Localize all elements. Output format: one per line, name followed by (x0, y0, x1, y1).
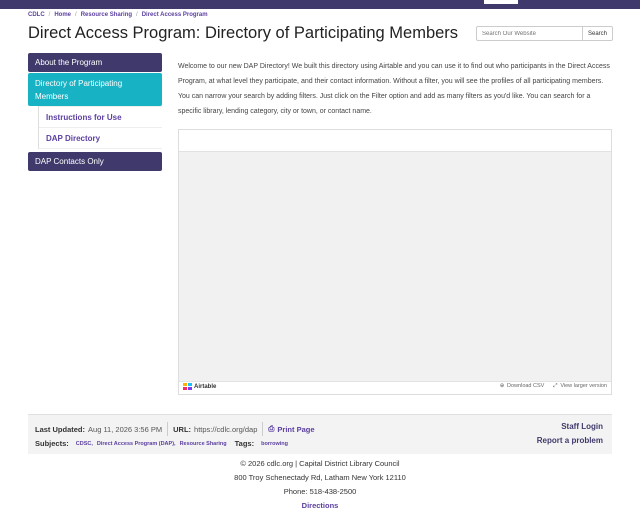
printer-icon: ⎙ (268, 424, 275, 433)
sidebar-item-contacts[interactable]: DAP Contacts Only (28, 152, 162, 171)
airtable-logo-text: Airtable (194, 383, 217, 390)
staff-login-link[interactable]: Staff Login (561, 422, 603, 431)
subjects-label: Subjects: (35, 439, 69, 448)
tag-link[interactable]: borrowing (261, 440, 288, 447)
airtable-footer (179, 380, 611, 394)
navbar-tab[interactable] (484, 0, 518, 4)
page-info-row (35, 422, 315, 436)
print-page-label: Print Page (277, 424, 315, 434)
subject-link[interactable]: CDSC, (75, 440, 93, 447)
url-label: URL: (173, 424, 192, 434)
sidebar-subitem-dap-directory[interactable]: DAP Directory (39, 127, 162, 148)
airtable-header (179, 130, 611, 152)
download-csv-label: Download CSV (507, 383, 545, 389)
breadcrumb-home[interactable]: Home (54, 12, 72, 18)
download-csv-link[interactable] (499, 383, 544, 389)
expand-icon: ⤢ (553, 383, 558, 389)
site-footer (0, 457, 640, 512)
last-updated-value: Aug 11, 2026 3:56 PM (88, 424, 163, 434)
airtable-logo-icon (183, 383, 192, 390)
airtable-logo[interactable] (183, 383, 216, 390)
side-navigation (28, 53, 162, 171)
footer-copyright: © 2026 cdlc.org | Capital District Library Council (240, 459, 400, 468)
print-page-link[interactable] (268, 424, 314, 434)
sidebar-item-directory[interactable]: Directory of Participating Members (28, 73, 162, 106)
url-value: https://cdlc.org/dap (194, 424, 258, 434)
breadcrumb-separator: / (136, 12, 138, 18)
top-navbar (0, 0, 640, 9)
intro-text: Welcome to our new DAP Directory! We built this directory using Airtable and you can use it to find out who participants in the Direct Access Program, at what level they participate, and their contact information. Without a filter, you will see the profiles of all participating members. You can narrow your search by adding filters. Just click on the Filter option and add as many filters as you'd like. You can search for a specific library, lending category, city or town, or contact name. (178, 63, 610, 115)
view-larger-label: View larger version (560, 383, 607, 389)
subjects-row (35, 439, 288, 448)
divider (167, 422, 168, 436)
airtable-embed[interactable] (178, 129, 612, 395)
breadcrumb-separator: / (75, 12, 77, 18)
breadcrumb-separator: / (48, 12, 51, 18)
view-larger-link[interactable] (552, 383, 607, 389)
report-problem-link[interactable]: Report a problem (536, 436, 603, 445)
divider (262, 422, 263, 436)
search-input[interactable] (476, 26, 583, 41)
directions-link[interactable]: Directions (301, 501, 339, 510)
search-button[interactable]: Search (583, 26, 613, 41)
breadcrumb-cdlc[interactable]: CDLC (28, 12, 45, 18)
sidebar-item-about[interactable]: About the Program (28, 53, 162, 72)
footer-address: 800 Troy Schenectady Rd, Latham New York 12110 (234, 473, 406, 482)
footer-phone: Phone: 518-438-2500 (283, 487, 357, 496)
page-title: Direct Access Program: Directory of Participating Members (28, 24, 459, 42)
breadcrumb (28, 12, 208, 18)
subject-link[interactable]: Resource Sharing (179, 440, 227, 447)
airtable-footer-links (499, 383, 607, 389)
page-info-panel (28, 414, 612, 454)
subject-link[interactable]: Direct Access Program (DAP), (96, 440, 176, 447)
breadcrumb-resource-sharing[interactable]: Resource Sharing (80, 12, 133, 18)
sidebar-subitem-instructions[interactable]: Instructions for Use (39, 106, 162, 127)
airtable-content[interactable] (179, 152, 611, 382)
sidebar-subnav (38, 106, 162, 149)
breadcrumb-current[interactable]: Direct Access Program (141, 12, 208, 18)
tags-label: Tags: (234, 439, 255, 448)
last-updated-label: Last Updated: (35, 424, 86, 434)
download-icon: ⊕ (499, 383, 505, 389)
